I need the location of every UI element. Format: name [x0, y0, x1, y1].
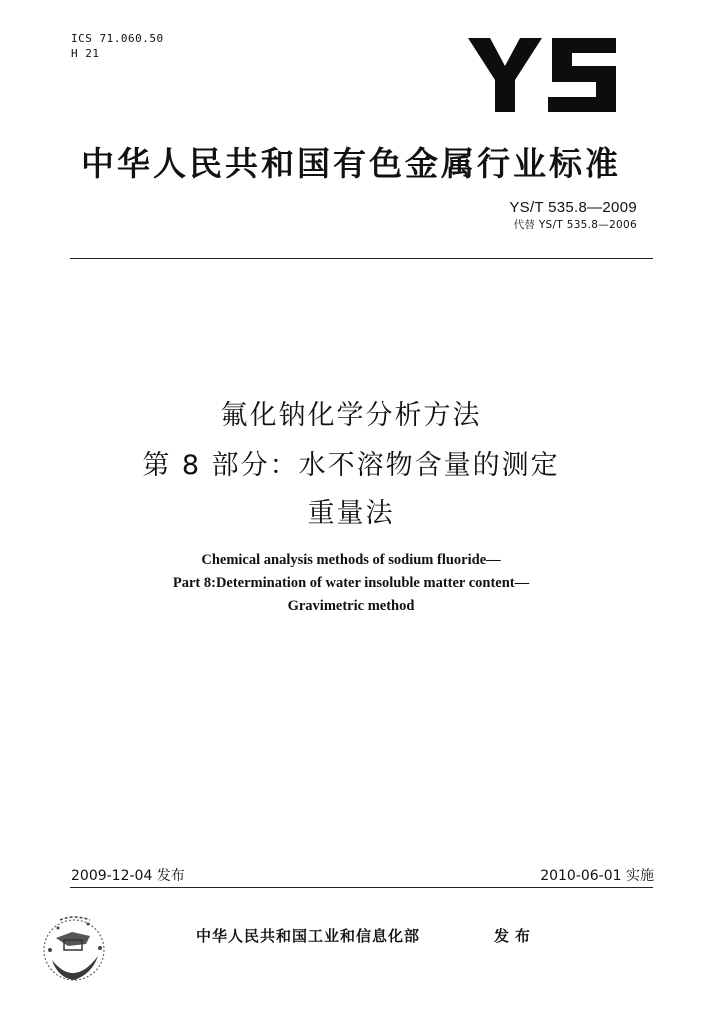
header-divider — [70, 258, 653, 259]
publisher-name: 中华人民共和国工业和信息化部 — [196, 927, 421, 945]
replaces-standard: 代替 YS/T 535.8—2006 — [513, 219, 637, 231]
publisher-seal-icon — [38, 910, 110, 986]
publish-label: 发布 — [494, 927, 537, 945]
title-zh-line1: 氟化钠化学分析方法 — [220, 400, 482, 431]
title-en-line3: Gravimetric method — [287, 598, 415, 614]
ccs-code: H 21 — [71, 47, 100, 60]
standard-category: 中华人民共和国有色金属行业标准 — [81, 144, 621, 183]
title-zh-line3: 重量法 — [307, 498, 395, 529]
ys-logo-letter-y — [468, 38, 542, 112]
footer-divider — [70, 887, 653, 888]
title-zh-line2: 第 8 部分：水不溶物含量的测定 — [142, 450, 560, 481]
ics-code: ICS 71.060.50 — [71, 32, 164, 45]
standard-number: YS/T 535.8—2009 — [509, 199, 637, 216]
issue-date: 2009-12-04 发布 — [71, 868, 185, 884]
ys-logo-letter-s — [548, 38, 616, 112]
classification-codes — [71, 31, 164, 61]
ys-logo — [468, 38, 618, 112]
title-en-line2: Part 8:Determination of water insoluble matter content— — [172, 575, 530, 591]
title-en-line1: Chemical analysis methods of sodium fluoride— — [201, 552, 501, 568]
implementation-date: 2010-06-01 实施 — [540, 868, 654, 884]
standard-number-block — [509, 199, 637, 232]
